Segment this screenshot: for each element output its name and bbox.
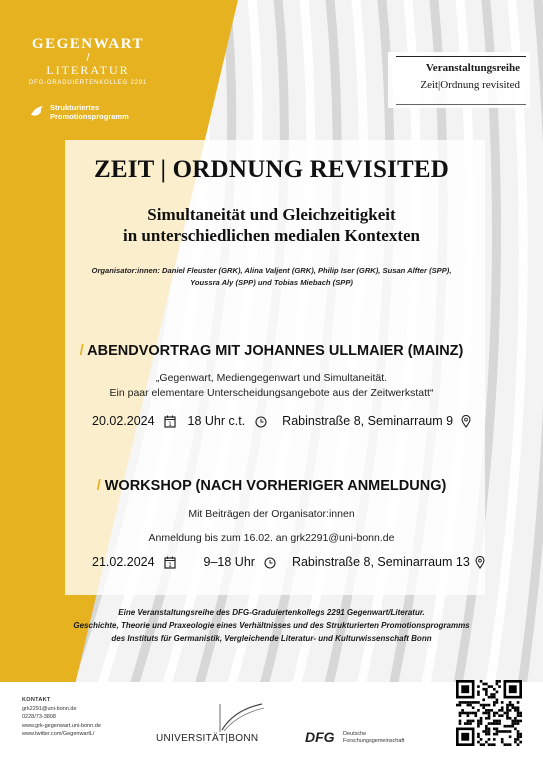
organizers-line1: Organisator:innen: Daniel Fleuster (GRK), Alina Valjent (GRK), Philip Iser (GRK), Susan Alfter (SPP), [91, 266, 452, 275]
clock-icon [264, 557, 276, 569]
workshop-place: Rabinstraße 8, Seminarraum 13 [291, 555, 470, 569]
clock-icon [255, 416, 267, 428]
university-logo-mark [150, 700, 270, 734]
contact-block [22, 696, 142, 739]
qr-code[interactable] [456, 680, 522, 746]
series-name: Zeit|Ordnung revisited [420, 79, 520, 91]
svg-text:1: 1 [168, 421, 172, 429]
calendar-icon [164, 556, 176, 569]
series-label: Veranstaltungsreihe [425, 62, 520, 74]
contact-website[interactable]: www.grk-gegenwart.uni-bonn.de [22, 722, 101, 729]
lecture-heading-text: ABENDVORTRAG MIT JOHANNES ULLMAIER (MAINZ) [87, 343, 464, 359]
footer-line3: des Instituts für Germanistik, Vergleichende Literatur- und Kulturwissenschaft Bonn [111, 634, 432, 643]
lecture-quote [0, 371, 543, 401]
calendar-icon [164, 415, 176, 428]
footer-line2: Geschichte, Theorie und Praxeologie eines Verhältnisses und des Strukturierten Promotionsprogramms [73, 621, 470, 630]
series-box [384, 62, 520, 91]
contact-phone: 0228/73-3808 [22, 714, 56, 720]
gegenwart-literatur-logo [28, 36, 148, 86]
lecture-quote-line1: „Gegenwart, Mediengegenwart und Simultaneität. [155, 372, 388, 384]
lecture-details [92, 414, 471, 428]
program-line1: Strukturiertes [50, 103, 100, 112]
logo-line2: LITERATUR [46, 63, 130, 77]
organizers-line2: Youssra Aly (SPP) und Tobias Miebach (SPP) [190, 278, 353, 287]
dfg-text [343, 731, 404, 744]
lecture-quote-line2: Ein paar elementare Unterscheidungsangebote aus der Zeitwerkstatt“ [109, 387, 434, 399]
contact-twitter[interactable]: www.twitter.com/GegenwartL/ [22, 731, 95, 737]
dfg-text-line1: Deutsche [343, 731, 367, 737]
series-top-rule [396, 56, 526, 57]
organizers [0, 265, 543, 289]
dfg-mark: DFG [305, 729, 335, 745]
workshop-heading-slash: / [96, 478, 101, 494]
footer-line1: Eine Veranstaltungsreihe des DFG-Graduiertenkollegs 2291 Gegenwart/Literatur. [118, 608, 425, 617]
bird-icon [30, 105, 46, 119]
lecture-time: 18 Uhr c.t. [187, 414, 246, 428]
workshop-time: 9–18 Uhr [203, 555, 255, 569]
logo-line1: GEGENWART [31, 36, 145, 52]
program-line2: Promotionsprogramm [50, 112, 129, 121]
university-name: UNIVERSITÄT|BONN [156, 733, 259, 744]
dfg-text-line2: Forschungsgemeinschaft [343, 737, 405, 744]
subtitle [0, 204, 543, 246]
series-bottom-rule [396, 104, 526, 105]
lecture-heading [0, 343, 543, 359]
lecture-place: Rabinstraße 8, Seminarraum 9 [282, 414, 454, 428]
location-pin-icon [475, 556, 485, 569]
contact-heading: KONTAKT [22, 697, 51, 703]
dfg-logo [305, 729, 405, 747]
workshop-heading-text: WORKSHOP (NACH VORHERIGER ANMELDUNG) [104, 478, 447, 494]
subtitle-line1: Simultaneität und Gleichzeitigkeit [147, 205, 396, 224]
svg-text:1: 1 [168, 562, 172, 570]
logo-slash: / [86, 52, 90, 64]
subtitle-line2: in unterschiedlichen medialen Kontexten [122, 226, 421, 245]
workshop-heading [0, 478, 543, 494]
contact-email[interactable]: grk2291@uni-bonn.de [22, 705, 77, 712]
workshop-details [92, 555, 485, 569]
location-pin-icon [461, 415, 471, 428]
workshop-contributions: Mit Beiträgen der Organisator:innen [188, 508, 355, 520]
logo-line3: DFG-GRADUIERTENKOLLEG 2291 [28, 80, 148, 86]
workshop-registration: Anmeldung bis zum 16.02. an grk2291@uni-bonn.de [148, 532, 395, 544]
lecture-date: 20.02.2024 [92, 414, 155, 428]
series-description [0, 606, 543, 645]
workshop-date: 21.02.2024 [92, 555, 155, 569]
page-title: ZEIT | ORDNUNG REVISITED [93, 156, 450, 183]
lecture-heading-slash: / [79, 343, 84, 359]
